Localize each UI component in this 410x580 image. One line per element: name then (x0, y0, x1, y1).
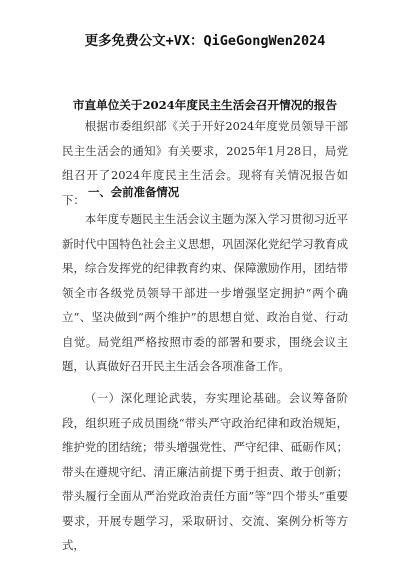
body-paragraph-theme: 本年度专题民主生活会议主题为深入学习贯彻习近平新时代中国特色社会主义思想，巩固深化党纪学习教育成果，综合发挥党的纪律教育约束、保障激励作用，团结带领全市各级党员领导干部进一步增强坚定拥护“两个确立”、坚决做到“两个维护”的思想自觉、政治自觉、行动自觉。局党组严格按照市委的部署和要求，围绕会议主题，认真做好召开民主生活会各项准备工作。 (62, 212, 348, 373)
document-title: 市直单位关于2024年度民主生活会召开情况的报告 (72, 98, 338, 112)
body-paragraph-theory: （一）深化理论武装，夯实理论基础。会议筹备阶段，组织班子成员围绕“带头严守政治纪律和政治规矩，维护党的团结统；带头增强党性、严守纪律、砥砺作风；带头在遵规守纪、清正廉洁前提下勇于担责、敢于创新；带头履行全面从严治党政治责任方面”等“四个带头”重要要求，开展专题学习，采取研讨、交流、案例分析等方式， (62, 391, 348, 552)
intro-paragraph: 根据市委组织部《关于开好2024年度党员领导干部民主生活会的通知》有关要求，2025年1月28日，局党组召开了2024年度民主生活会。现将有关情况报告如下： (62, 119, 348, 207)
watermark-header: 更多免费公文+VX：QiGeGongWen2024 (84, 33, 326, 49)
section-heading-preparation: 一、会前准备情况 (88, 185, 180, 199)
